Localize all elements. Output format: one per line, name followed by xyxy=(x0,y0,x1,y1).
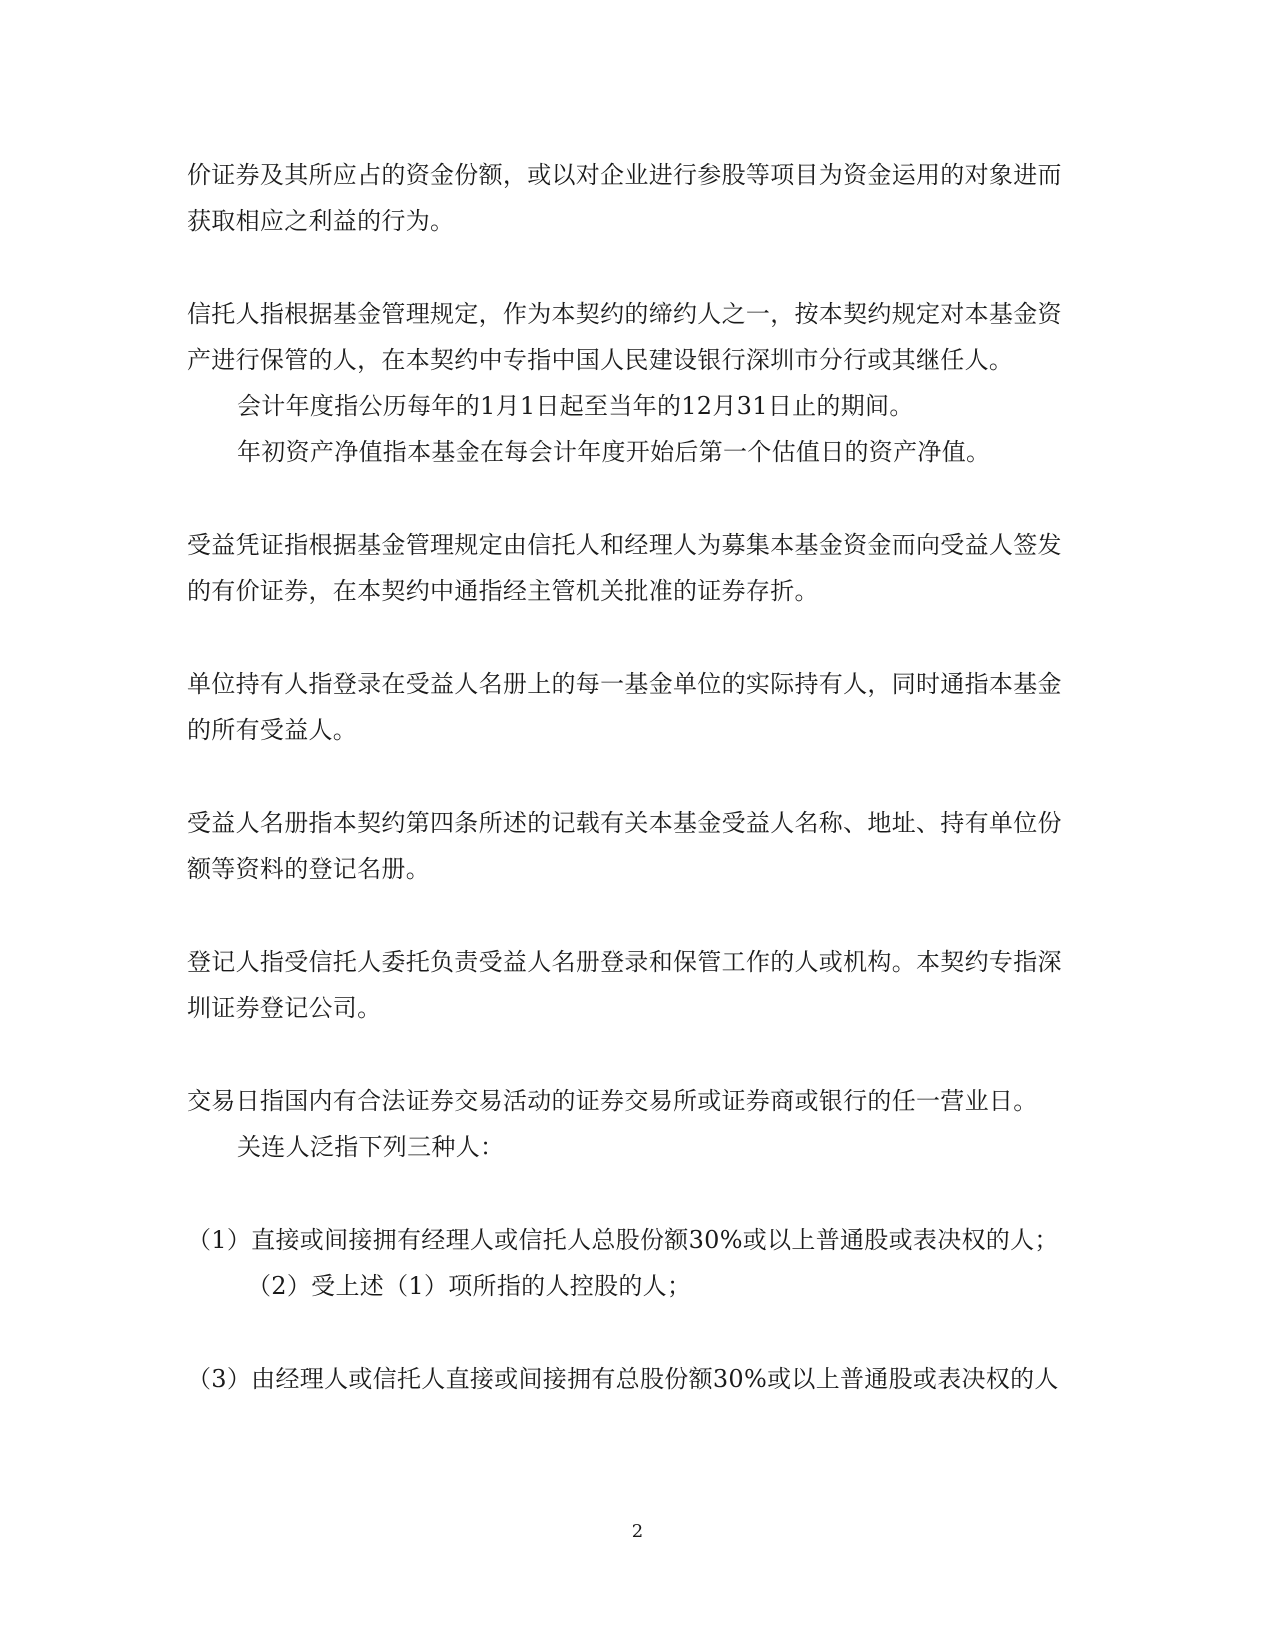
paragraph-line: 单位持有人指登录在受益人名册上的每一基金单位的实际持有人，同时通指本基金 xyxy=(187,670,1062,698)
page-number: 2 xyxy=(631,1521,644,1542)
paragraph-line: 产进行保管的人，在本契约中专指中国人民建设银行深圳市分行或其继任人。 xyxy=(187,346,1014,374)
list-item: （3）由经理人或信托人直接或间接拥有总股份额30%或以上普通股或表决权的人 xyxy=(187,1365,1059,1393)
paragraph-line: 会计年度指公历每年的1月1日起至当年的12月31日止的期间。 xyxy=(237,392,914,420)
paragraph-line: 价证券及其所应占的资金份额，或以对企业进行参股等项目为资金运用的对象进而 xyxy=(187,161,1062,189)
paragraph-line: 额等资料的登记名册。 xyxy=(187,855,430,883)
paragraph-line: 受益人名册指本契约第四条所述的记载有关本基金受益人名称、地址、持有单位份 xyxy=(187,809,1062,837)
paragraph-line: 年初资产净值指本基金在每会计年度开始后第一个估值日的资产净值。 xyxy=(237,438,991,466)
paragraph-line: 圳证券登记公司。 xyxy=(187,994,382,1022)
paragraph-line: 的所有受益人。 xyxy=(187,716,358,744)
paragraph-line: 登记人指受信托人委托负责受益人名册登录和保管工作的人或机构。本契约专指深 xyxy=(187,948,1062,976)
paragraph-line: 交易日指国内有合法证券交易活动的证券交易所或证券商或银行的任一营业日。 xyxy=(187,1087,1038,1115)
paragraph-line: 关连人泛指下列三种人： xyxy=(237,1133,505,1161)
paragraph-line: 信托人指根据基金管理规定，作为本契约的缔约人之一，按本契约规定对本基金资 xyxy=(187,300,1062,328)
list-item: （2）受上述（1）项所指的人控股的人； xyxy=(247,1272,692,1300)
paragraph-line: 获取相应之利益的行为。 xyxy=(187,207,455,235)
paragraph-line: 受益凭证指根据基金管理规定由信托人和经理人为募集本基金资金而向受益人签发 xyxy=(187,531,1062,559)
list-item: （1）直接或间接拥有经理人或信托人总股份额30%或以上普通股或表决权的人； xyxy=(187,1226,1059,1254)
paragraph-line: 的有价证券，在本契约中通指经主管机关批准的证券存折。 xyxy=(187,577,819,605)
